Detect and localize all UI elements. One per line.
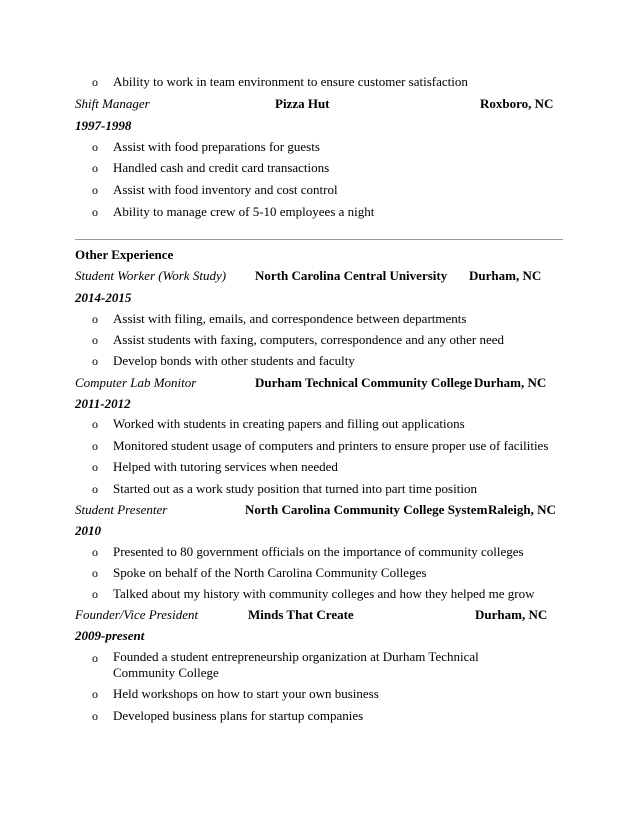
bullet-text: Spoke on behalf of the North Carolina Community Colleges	[113, 565, 427, 580]
bullet-marker: o	[92, 140, 98, 154]
job-header-pizza-hut	[0, 95, 638, 113]
job-dates-line	[0, 289, 638, 307]
list-item	[0, 564, 638, 582]
section-divider	[75, 239, 563, 240]
job-organization: North Carolina Central University	[255, 268, 448, 283]
bullet-marker: o	[92, 687, 98, 701]
bullet-marker: o	[92, 75, 98, 89]
bullet-text: Ability to work in team environment to ensure customer satisfaction	[113, 74, 468, 89]
bullet-text: Assist with food preparations for guests	[113, 139, 320, 154]
job-header-minds-that-create	[0, 606, 638, 624]
job-role: Student Worker (Work Study)	[75, 268, 227, 283]
bullet-text: Worked with students in creating papers and filling out applications	[113, 416, 465, 431]
section-heading-line	[0, 246, 638, 264]
bullet-marker: o	[92, 333, 98, 347]
job-location: Durham, NC	[469, 268, 542, 283]
bullet-text: Held workshops on how to start your own business	[113, 686, 379, 701]
bullet-text: Assist students with faxing, computers, correspondence and any other need	[113, 332, 504, 347]
bullet-text: Developed business plans for startup companies	[113, 708, 364, 723]
job-role: Computer Lab Monitor	[75, 375, 197, 390]
list-item	[0, 415, 638, 433]
bullet-text: Founded a student entrepreneurship organization at Durham Technical Community College	[113, 649, 479, 680]
bullet-text: Presented to 80 government officials on the importance of community colleges	[113, 544, 524, 559]
job-organization: North Carolina Community College System	[245, 502, 488, 517]
job-dates-line	[0, 627, 638, 645]
bullet-marker: o	[92, 482, 98, 496]
job-dates: 2011-2012	[75, 396, 131, 411]
bullet-marker: o	[92, 587, 98, 601]
bullet-text: Helped with tutoring services when needed	[113, 459, 338, 474]
job-role: Founder/Vice President	[75, 607, 199, 622]
list-item	[0, 181, 638, 199]
job-dates-line	[0, 117, 638, 135]
list-item	[0, 458, 638, 476]
job-organization: Minds That Create	[248, 607, 354, 622]
list-item	[0, 585, 638, 603]
bullet-text: Assist with filing, emails, and correspondence between departments	[113, 311, 467, 326]
job-dates-line	[0, 395, 638, 413]
bullet-marker: o	[92, 312, 98, 326]
bullet-text: Monitored student usage of computers and printers to ensure proper use of facilities	[113, 438, 549, 453]
list-item	[0, 707, 638, 725]
job-header-durham-tech	[0, 374, 638, 392]
job-dates-line	[0, 522, 638, 540]
job-dates: 2009-present	[75, 628, 145, 643]
list-item	[0, 685, 638, 703]
bullet-text: Ability to manage crew of 5-10 employees a night	[113, 204, 375, 219]
list-item	[0, 352, 638, 370]
bullet-marker: o	[92, 545, 98, 559]
bullet-marker: o	[92, 354, 98, 368]
list-item	[0, 159, 638, 177]
list-item	[0, 73, 638, 91]
job-role: Shift Manager	[75, 96, 150, 111]
section-heading: Other Experience	[75, 247, 174, 262]
list-item	[0, 138, 638, 156]
job-location: Durham, NC	[475, 607, 548, 622]
bullet-marker: o	[92, 439, 98, 453]
job-dates: 2014-2015	[75, 290, 132, 305]
bullet-text: Assist with food inventory and cost control	[113, 182, 338, 197]
job-location: Durham, NC	[474, 375, 547, 390]
job-organization: Pizza Hut	[275, 96, 330, 111]
bullet-marker: o	[92, 183, 98, 197]
bullet-marker: o	[92, 205, 98, 219]
bullet-text: Started out as a work study position that turned into part time position	[113, 481, 477, 496]
bullet-text: Handled cash and credit card transactions	[113, 160, 330, 175]
bullet-marker: o	[92, 651, 98, 665]
bullet-marker: o	[92, 566, 98, 580]
list-item	[0, 203, 638, 221]
list-item	[0, 480, 638, 498]
list-item	[0, 648, 638, 682]
bullet-marker: o	[92, 460, 98, 474]
bullet-marker: o	[92, 417, 98, 431]
job-organization: Durham Technical Community College	[255, 375, 473, 390]
list-item	[0, 310, 638, 328]
bullet-text: Talked about my history with community colleges and how they helped me grow	[113, 586, 535, 601]
job-dates: 1997-1998	[75, 118, 132, 133]
job-location: Roxboro, NC	[480, 96, 554, 111]
job-header-nccu	[0, 267, 638, 285]
job-dates: 2010	[75, 523, 101, 538]
bullet-marker: o	[92, 161, 98, 175]
bullet-text: Develop bonds with other students and faculty	[113, 353, 355, 368]
list-item	[0, 543, 638, 561]
list-item	[0, 437, 638, 455]
job-location: Raleigh, NC	[488, 502, 556, 517]
job-header-nccc-system	[0, 501, 638, 519]
list-item	[0, 331, 638, 349]
job-role: Student Presenter	[75, 502, 168, 517]
bullet-marker: o	[92, 709, 98, 723]
